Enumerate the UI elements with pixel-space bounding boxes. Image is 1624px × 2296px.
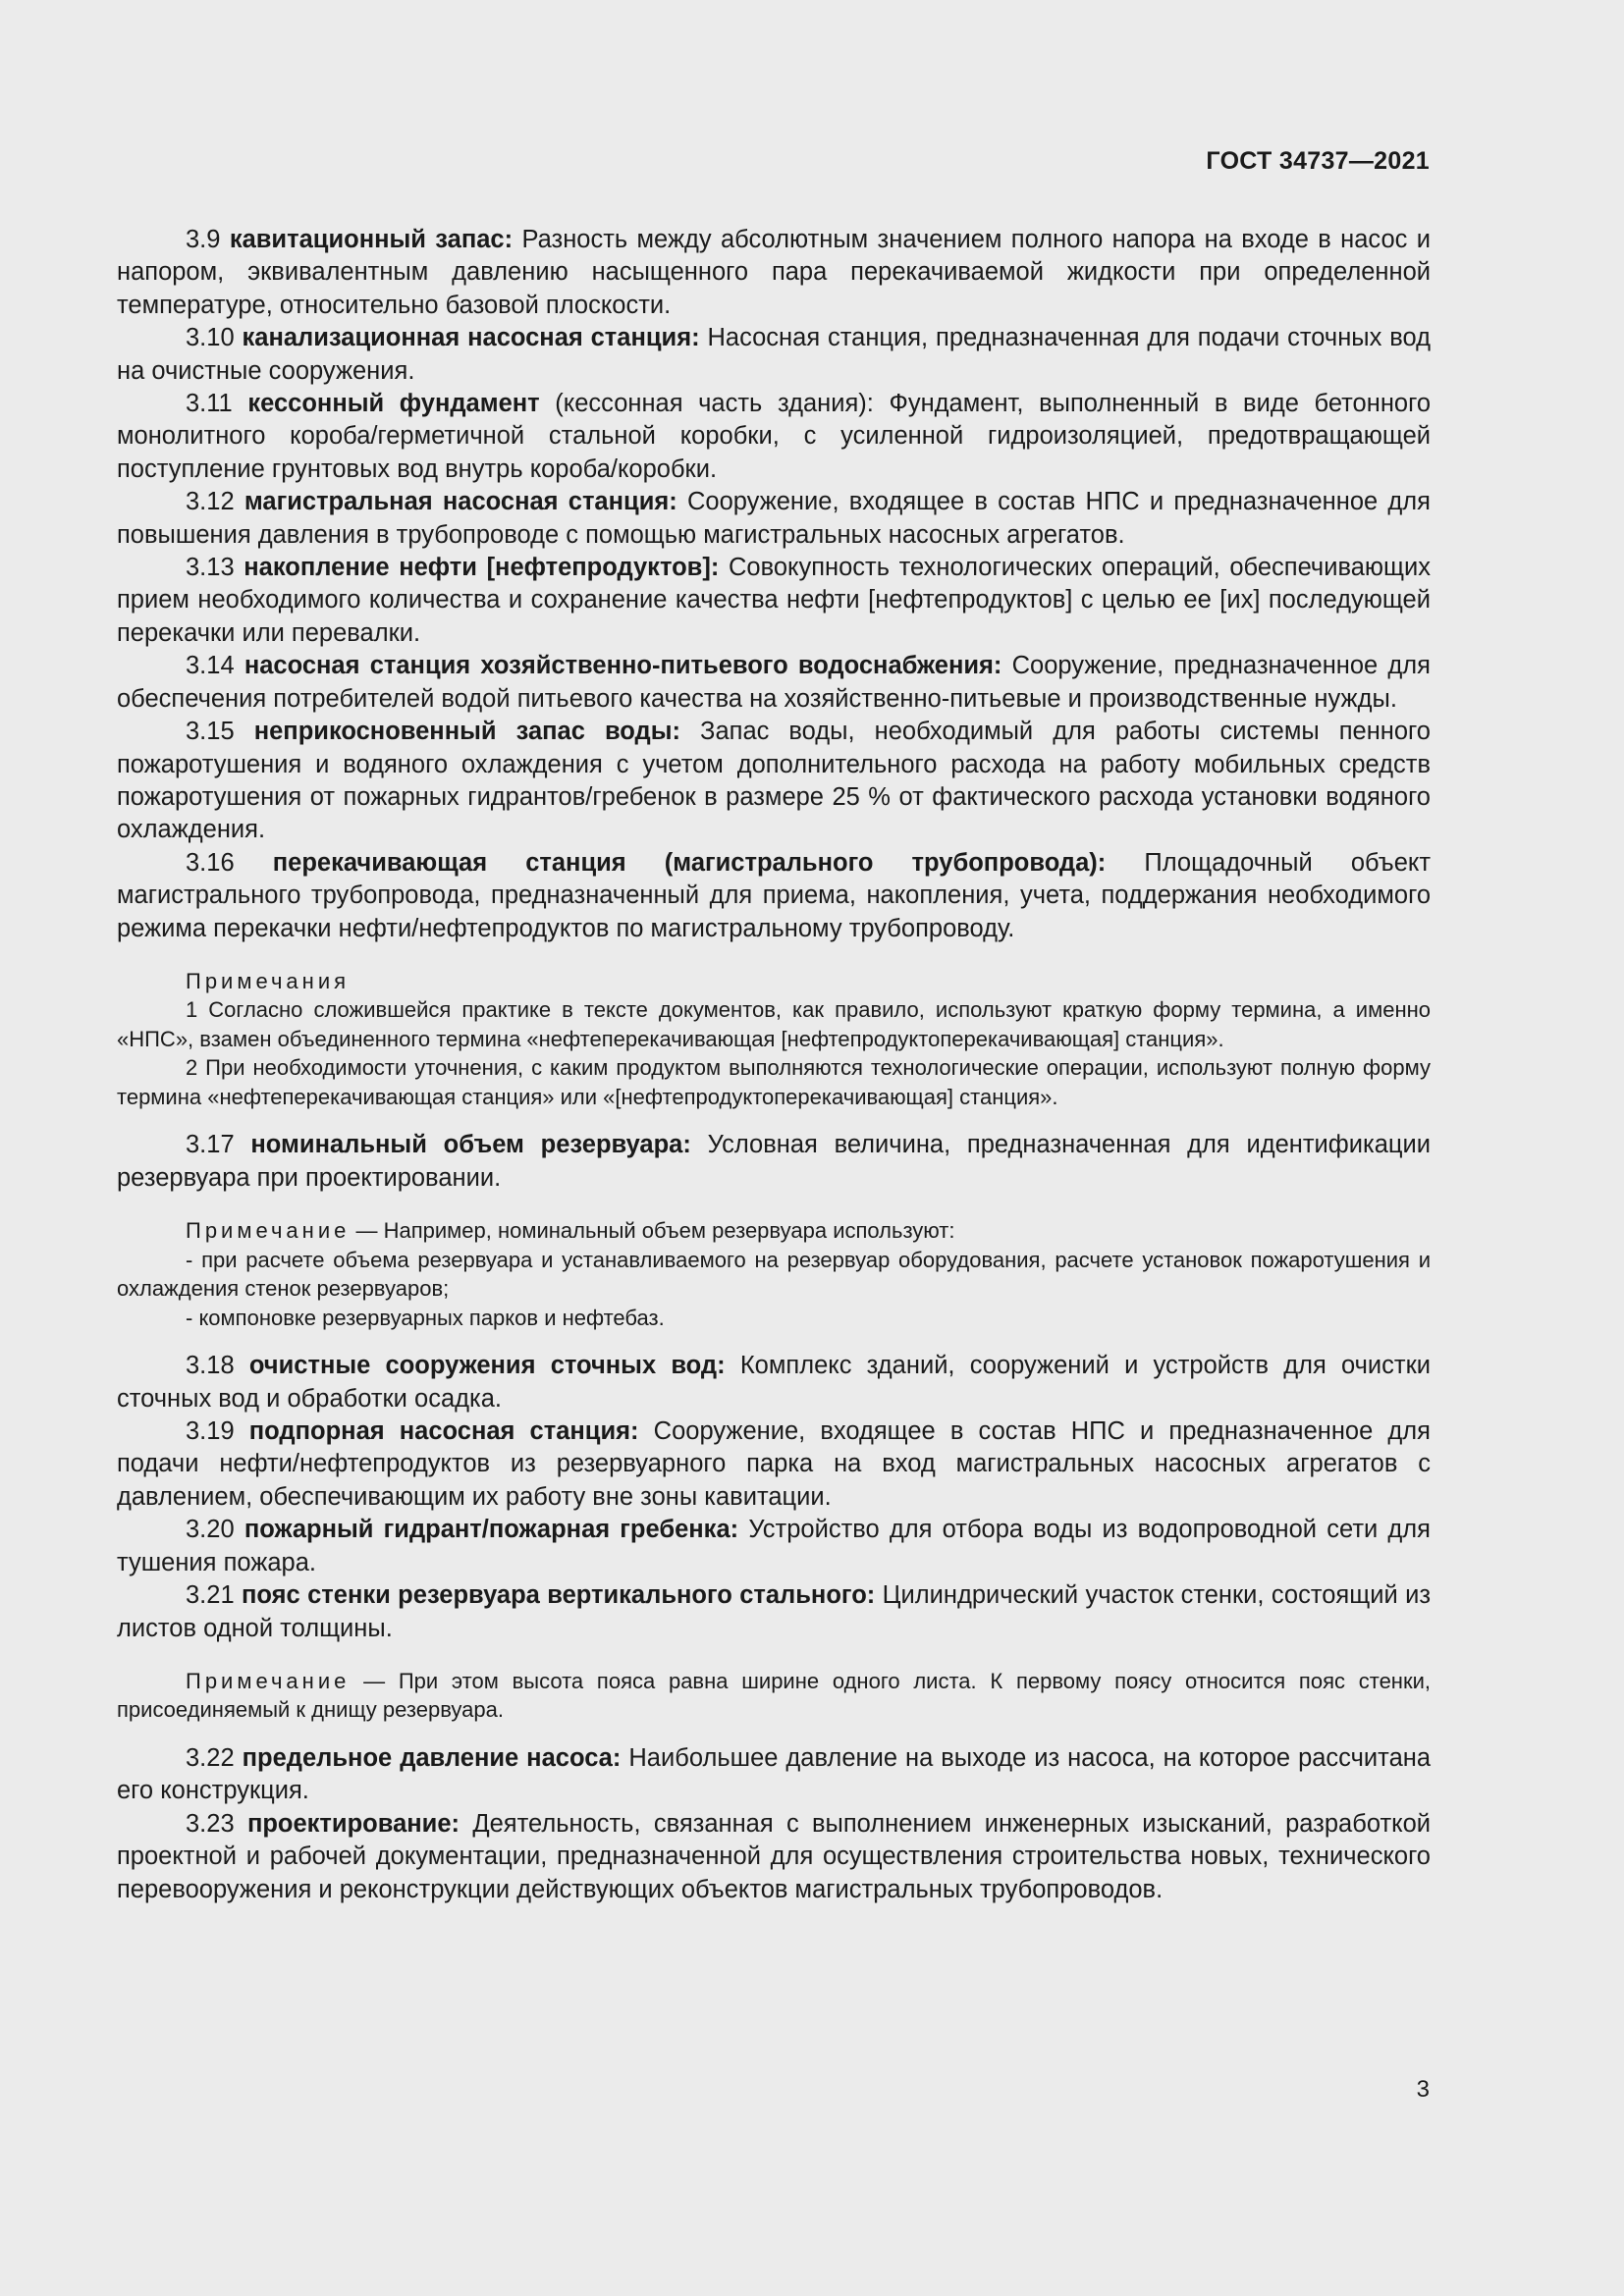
term-number: 3.16 (186, 848, 235, 877)
term-entry (117, 1129, 1431, 1195)
note-body: — При этом высота пояса равна ширине одного листа. К первому поясу относится пояс стенки, присоединяемый к днищу резервуара. (117, 1668, 1431, 1723)
term-entry (117, 650, 1431, 716)
term-entry (117, 1742, 1431, 1808)
term-entry (117, 716, 1431, 847)
term-entry (117, 388, 1431, 486)
term-entry (117, 847, 1431, 945)
term-number: 3.10 (186, 324, 235, 352)
note-item: 1 Согласно сложившейся практике в тексте документов, как правило, используют краткую форму термина, а именно «НПС», взамен объединенного термина «нефтеперекачивающая [нефтепродуктоперекачивающая] станция». (117, 997, 1431, 1051)
page-number: 3 (1416, 2076, 1430, 2103)
term-entry (117, 552, 1431, 650)
term-number: 3.9 (186, 226, 221, 253)
term-name: накопление нефти [нефтепродуктов]: (244, 554, 720, 582)
term-number: 3.22 (186, 1743, 235, 1772)
term-number: 3.21 (186, 1581, 235, 1610)
term-number: 3.23 (186, 1809, 235, 1838)
term-name: канализационная насосная станция: (242, 324, 700, 352)
term-name: номинальный объем резервуара: (250, 1131, 691, 1159)
term-number: 3.12 (186, 488, 235, 516)
term-definition: Условная величина, предназначенная для идентификации резервуара при проектировании. (117, 1131, 1431, 1192)
term-definition: Наибольшее давление на выходе из насоса, на которое рассчитана его конструкция. (117, 1743, 1432, 1805)
term-name: кессонный фундамент (247, 390, 540, 418)
term-definition: Устройство для отбора воды из водопроводной сети для тушения пожара. (117, 1516, 1431, 1576)
term-definition: Запас воды, необходимый для работы системы пенного пожаротушения и водяного охлаждения с учетом дополнительного расхода на работу мобильных средств пожаротушения от пожарных гидрантов/гребенок в размере 25 % от фактического расхода установки водяного охлаждения. (117, 718, 1431, 844)
term-name: перекачивающая станция (магистрального трубопровода): (272, 848, 1107, 877)
note-text (117, 1216, 1431, 1246)
note-list-item: - компоновке резервуарных парков и нефтебаз. (186, 1305, 665, 1330)
term-name: подпорная насосная станция: (248, 1417, 639, 1446)
note-list-item: - при расчете объема резервуара и устанавливаемого на резервуар оборудования, расчете установок пожаротушения и охлаждения стенок резервуаров; (117, 1247, 1431, 1302)
term-entry (117, 322, 1431, 388)
term-name: предельное давление насоса: (242, 1743, 622, 1772)
term-definition: Площадочный объект магистрального трубопровода, предназначенный для приема, накопления, учета, поддержания необходимого режима перекачки нефти/нефтепродуктов по магистральному трубопроводу. (117, 848, 1431, 942)
term-entry (117, 224, 1431, 322)
term-name: неприкосновенный запас воды: (253, 718, 680, 746)
term-name: очистные сооружения сточных вод: (248, 1352, 726, 1380)
term-entry (117, 1579, 1431, 1645)
term-number: 3.14 (186, 652, 235, 680)
term-entry (117, 1808, 1431, 1906)
term-entry (117, 486, 1431, 552)
term-definition: Совокупность технологических операций, обеспечивающих прием необходимого количества и сохранение качества нефти [нефтепродуктов] с целью ее [их] последующей перекачки или перевалки. (117, 554, 1431, 647)
note-body: — Например, номинальный объем резервуара используют: (350, 1218, 955, 1244)
term-name: кавитационный запас: (229, 226, 514, 253)
term-number: 3.19 (186, 1417, 235, 1446)
term-entry (117, 1514, 1431, 1579)
term-definition: Сооружение, входящее в состав НПС и предназначенное для повышения давления в трубопроводе с помощью магистральных насосных агрегатов. (117, 488, 1431, 549)
notes-heading: Примечания (186, 968, 351, 993)
note-text (117, 1667, 1431, 1725)
term-definition: Комплекс зданий, сооружений и устройств для очистки сточных вод и обработки осадка. (117, 1352, 1431, 1413)
terms-group-b (117, 1129, 1431, 1195)
term-definition: (кессонная часть здания): Фундамент, выполненный в виде бетонного монолитного короба/герметичной стальной коробки, с усиленной гидроизоляцией, предотвращающей поступление грунтовых вод внутрь короба/коробки. (117, 390, 1432, 483)
terms-group-d (117, 1742, 1431, 1906)
note-block-3-21 (117, 1667, 1431, 1725)
term-number: 3.13 (186, 554, 235, 582)
terms-group-a (117, 224, 1431, 945)
term-name: проектирование: (246, 1809, 460, 1838)
term-definition: Цилиндрический участок стенки, состоящий из листов одной толщины. (117, 1581, 1432, 1642)
term-entry (117, 1415, 1431, 1514)
terms-content (117, 224, 1431, 1906)
term-number: 3.11 (186, 390, 233, 418)
note-label: Примечание (186, 1218, 351, 1244)
note-item: 2 При необходимости уточнения, с каким продуктом выполняются технологические операции, используют полную форму термина «нефтеперекачивающая станция» или «[нефтепродуктоперекачивающая] станция». (117, 1055, 1431, 1109)
term-number: 3.17 (186, 1131, 235, 1159)
notes-block (117, 967, 1431, 1112)
term-definition: Деятельность, связанная с выполнением инженерных изысканий, разработкой проектной и рабочей документации, предназначенной для осуществления строительства новых, технического перевооружения и реконструкции действующих объектов магистральных трубопроводов. (117, 1809, 1431, 1903)
term-definition: Разность между абсолютным значением полного напора на входе в насос и напором, эквивалентным давлению насыщенного пара перекачиваемой жидкости при определенной температуре, относительно базовой плоскости. (117, 226, 1431, 319)
term-name: пожарный гидрант/пожарная гребенка: (244, 1516, 739, 1544)
terms-group-c (117, 1350, 1431, 1645)
term-number: 3.15 (186, 718, 235, 746)
term-definition: Сооружение, предназначенное для обеспечения потребителей водой питьевого качества на хозяйственно-питьевые и производственные нужды. (117, 652, 1431, 713)
note-block-3-17 (117, 1216, 1431, 1332)
term-definition: Сооружение, входящее в состав НПС и предназначенное для подачи нефти/нефтепродуктов из резервуарного парка на вход магистральных насосных агрегатов с давлением, обеспечивающим их работу вне зоны кавитации. (117, 1417, 1431, 1511)
term-name: пояс стенки резервуара вертикального стального: (242, 1581, 876, 1610)
term-number: 3.18 (186, 1352, 235, 1380)
document-id: ГОСТ 34737—2021 (1206, 147, 1430, 175)
term-name: насосная станция хозяйственно-питьевого водоснабжения: (244, 652, 1002, 680)
term-number: 3.20 (186, 1516, 235, 1544)
note-label: Примечание (186, 1668, 351, 1693)
term-definition: Насосная станция, предназначенная для подачи сточных вод на очистные сооружения. (117, 324, 1431, 385)
term-name: магистральная насосная станция: (244, 488, 677, 516)
term-entry (117, 1350, 1431, 1415)
